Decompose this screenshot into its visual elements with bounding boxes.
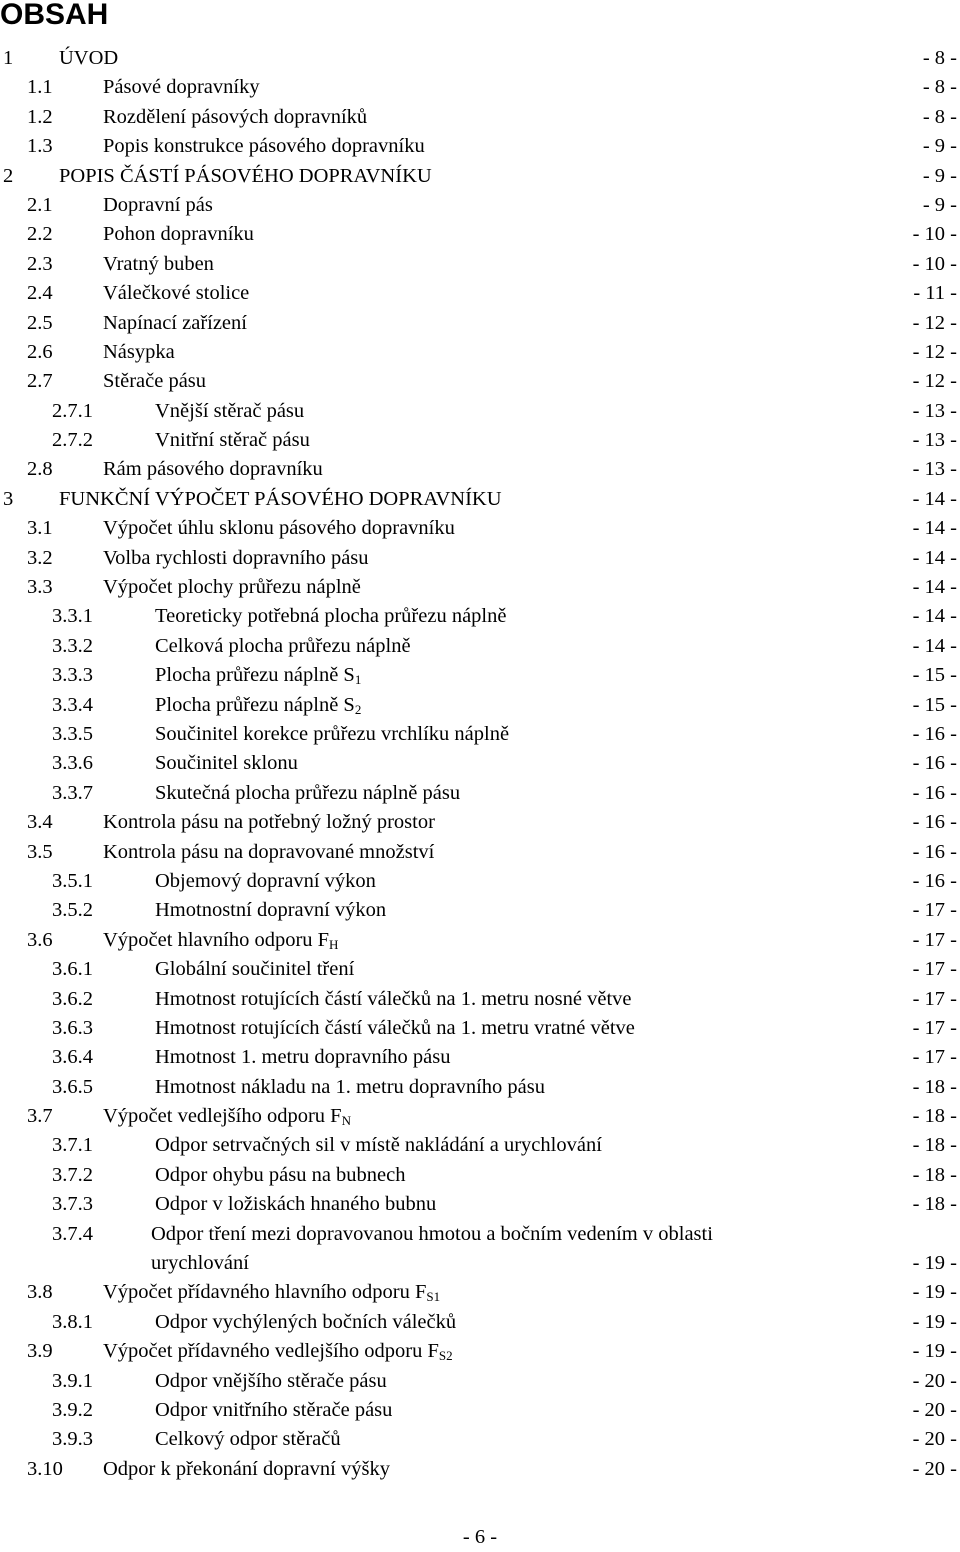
toc-entry-title-text: Stěrače pásu — [103, 370, 207, 393]
toc-entry[interactable] — [0, 191, 960, 220]
toc-entry-title — [103, 279, 249, 308]
toc-entry-page: - 14 - — [912, 634, 957, 657]
toc-entry-title — [155, 720, 509, 749]
toc-entry-number: 3.7.1 — [52, 1134, 93, 1157]
toc-entry[interactable] — [0, 367, 960, 396]
toc-entry-page: - 16 - — [912, 781, 957, 804]
toc-entry-number: 2.6 — [27, 340, 53, 363]
toc-entry-number: 3.6.2 — [52, 987, 93, 1010]
toc-entry-number: 3.9.2 — [52, 1398, 93, 1421]
toc-entry-number: 3.9 — [27, 1340, 53, 1363]
toc-entry-number: 3.7.4 — [52, 1222, 93, 1245]
toc-entry-number: 3.7.3 — [52, 1193, 93, 1216]
toc-entry-number: 1.3 — [27, 135, 53, 158]
toc-entry-title — [59, 44, 118, 73]
toc-entry-title-text: Hmotnost 1. metru dopravního pásu — [155, 1046, 451, 1069]
toc-entry-number: 2.2 — [27, 223, 53, 246]
toc-entry-title-text: FUNKČNÍ VÝPOČET PÁSOVÉHO DOPRAVNÍKU — [59, 487, 502, 510]
toc-entry-title — [155, 426, 310, 455]
toc-entry-page: - 18 - — [912, 1105, 957, 1128]
toc-entry-title — [103, 838, 434, 867]
toc-entry-title-text: Pásové dopravníky — [103, 76, 260, 99]
toc-entry-number: 3.2 — [27, 546, 53, 569]
toc-entry-subscript: H — [329, 936, 339, 952]
toc-entry-title — [155, 1190, 436, 1219]
toc-entry-number: 3.10 — [27, 1457, 63, 1480]
toc-entry-page: - 18 - — [912, 1134, 957, 1157]
toc-entry-number: 3.6.3 — [52, 1016, 93, 1039]
toc-entry-title-text: Vnější stěrač pásu — [155, 399, 305, 422]
toc-entry[interactable] — [0, 720, 960, 749]
page-title: OBSAH — [0, 0, 109, 31]
toc-entry[interactable] — [0, 1161, 960, 1190]
toc-entry[interactable] — [0, 309, 960, 338]
toc-entry-page: - 10 - — [912, 252, 957, 275]
toc-entry-number: 3.6.1 — [52, 958, 93, 981]
toc-entry[interactable] — [0, 955, 960, 984]
toc-entry-page: - 20 - — [912, 1457, 957, 1480]
toc-entry-number: 2.1 — [27, 193, 53, 216]
toc-entry-title — [59, 162, 432, 191]
toc-entry-number: 3.3.7 — [52, 781, 93, 804]
toc-entry[interactable] — [0, 1455, 960, 1484]
toc-entry-page: - 18 - — [912, 1075, 957, 1098]
toc-entry-page: - 20 - — [912, 1369, 957, 1392]
toc-entry[interactable] — [0, 1308, 960, 1337]
toc-entry-number: 2.3 — [27, 252, 53, 275]
toc-entry[interactable] — [0, 573, 960, 602]
toc-entry[interactable] — [0, 896, 960, 925]
toc-entry-title — [103, 1102, 351, 1131]
toc-entry-title — [103, 338, 175, 367]
toc-entry-title-text: Plocha průřezu náplně S — [155, 664, 355, 687]
toc-entry[interactable] — [0, 1014, 960, 1043]
toc-entry-page: - 13 - — [912, 399, 957, 422]
toc-entry-page: - 16 - — [912, 869, 957, 892]
toc-entry-title — [155, 1367, 387, 1396]
toc-entry-number: 1 — [3, 47, 14, 69]
toc-entry-page: - 16 - — [912, 811, 957, 834]
toc-entry-page: - 20 - — [912, 1428, 957, 1451]
toc-entry-title-text: Odpor k překonání dopravní výšky — [103, 1457, 390, 1480]
toc-entry-page: - 17 - — [912, 987, 957, 1010]
toc-entry[interactable] — [0, 838, 960, 867]
toc-entry-title — [155, 1161, 406, 1190]
toc-entry[interactable] — [0, 485, 960, 514]
toc-entry-number: 3.7 — [27, 1105, 53, 1128]
toc-entry-title-text: Kontrola pásu na potřebný ložný prostor — [103, 811, 435, 834]
toc-entry-title-text: Kontrola pásu na dopravované množství — [103, 840, 435, 863]
toc-entry-number: 2 — [3, 164, 14, 187]
toc-entry-title-text: Hmotnost rotujících částí válečků na 1. metru vratné větve — [155, 1016, 635, 1039]
toc-entry-page: - 8 - — [922, 47, 957, 69]
toc-entry-title — [155, 1014, 635, 1043]
toc-entry[interactable] — [0, 397, 960, 426]
toc-entry-title-text: Výpočet plochy průřezu náplně — [103, 576, 361, 599]
toc-entry[interactable] — [0, 1396, 960, 1425]
toc-entry-number: 3.3.2 — [52, 634, 93, 657]
toc-entry-number: 3.3.4 — [52, 693, 93, 716]
toc-entry-title — [155, 1073, 545, 1102]
toc-entry[interactable] — [0, 162, 960, 191]
toc-entry-title — [155, 867, 376, 896]
toc-entry-title — [103, 1337, 453, 1366]
toc-entry-title-text: Násypka — [103, 340, 175, 363]
toc-entry-title — [103, 367, 206, 396]
toc-entry[interactable] — [0, 1337, 960, 1366]
toc-entry-number: 3.5 — [27, 840, 53, 863]
toc-entry-number: 3.6 — [27, 928, 53, 951]
toc-entry-title — [59, 485, 502, 514]
toc-entry-title — [155, 602, 506, 631]
toc-entry[interactable] — [0, 779, 960, 808]
toc-entry-title-text: Rám pásového dopravníku — [103, 458, 323, 481]
toc-entry[interactable] — [0, 1102, 960, 1131]
toc-entry-page: - 18 - — [912, 1193, 957, 1216]
toc-entry-title-text: POPIS ČÁSTÍ PÁSOVÉHO DOPRAVNÍKU — [59, 164, 432, 187]
toc-entry-title — [155, 632, 411, 661]
toc-entry-title-text: Pohon dopravníku — [103, 223, 254, 246]
toc-entry[interactable] — [0, 279, 960, 308]
toc-entry[interactable] — [0, 338, 960, 367]
toc-entry-number: 3 — [3, 487, 14, 510]
toc-entry-page: - 18 - — [912, 1163, 957, 1186]
toc-entry[interactable] — [0, 1220, 960, 1279]
toc-entry-title — [155, 955, 354, 984]
toc-entry-page: - 13 - — [912, 458, 957, 481]
toc-entry-title — [103, 250, 214, 279]
toc-entry-title — [103, 220, 254, 249]
toc-entry-page: - 12 - — [912, 311, 957, 334]
toc-entry[interactable] — [0, 1190, 960, 1219]
toc-entry-title-text: Výpočet vedlejšího odporu F — [103, 1105, 342, 1128]
toc-entry-title — [155, 896, 386, 925]
toc-entry-title-text: Vratný buben — [103, 252, 214, 275]
toc-entry-title-continued: urychlování — [151, 1252, 249, 1275]
toc-entry-title — [103, 309, 247, 338]
toc-entry-number: 3.3.1 — [52, 605, 93, 628]
toc-entry[interactable] — [0, 250, 960, 279]
toc-entry-title — [103, 132, 425, 161]
toc-entry-page: - 11 - — [913, 282, 957, 305]
toc-entry-page: - 14 - — [912, 546, 957, 569]
toc-entry-page: - 20 - — [912, 1398, 957, 1421]
toc-entry-title-text: Teoreticky potřebná plocha průřezu náplně — [155, 605, 507, 628]
toc-entry-title — [155, 1425, 341, 1454]
toc-entry-title-text: Součinitel sklonu — [155, 752, 298, 775]
toc-entry-number: 2.7.1 — [52, 399, 93, 422]
toc-entry-number: 1.1 — [27, 76, 53, 99]
toc-entry-title-text: Výpočet přídavného vedlejšího odporu F — [103, 1340, 439, 1363]
toc-entry-title — [103, 191, 213, 220]
toc-entry-number: 2.5 — [27, 311, 53, 334]
toc-entry-title-text: Celkový odpor stěračů — [155, 1428, 341, 1451]
toc-entry[interactable] — [0, 73, 960, 102]
toc-entry-title-text: Globální součinitel tření — [155, 958, 355, 981]
toc-entry-number: 3.3 — [27, 576, 53, 599]
toc-entry-subscript: S2 — [438, 1348, 453, 1364]
toc-entry-page: - 15 - — [912, 693, 957, 716]
toc-entry-title — [103, 1455, 390, 1484]
toc-entry-title-text: Hmotnost nákladu na 1. metru dopravního pásu — [155, 1075, 546, 1098]
toc-entry-page: - 8 - — [922, 76, 957, 99]
toc-entry-title-text: Odpor vnitřního stěrače pásu — [155, 1398, 393, 1421]
toc-entry-number: 3.9.1 — [52, 1369, 93, 1392]
toc-entry-number: 3.3.6 — [52, 752, 93, 775]
toc-entry-title-text: Odpor vnějšího stěrače pásu — [155, 1369, 387, 1392]
toc-entry[interactable] — [0, 632, 960, 661]
toc-entry[interactable] — [0, 749, 960, 778]
toc-entry-title-text: Napínací zařízení — [103, 311, 247, 334]
toc-entry-title-text: Plocha průřezu náplně S — [155, 693, 355, 716]
toc-entry-title-text: Objemový dopravní výkon — [155, 869, 376, 892]
toc-entry-title-text: Celková plocha průřezu náplně — [155, 634, 411, 657]
toc-entry-page: - 13 - — [912, 429, 957, 452]
toc-entry-title — [155, 1043, 451, 1072]
toc-entry-page: - 9 - — [922, 193, 957, 216]
toc-entry-title — [155, 661, 361, 690]
toc-entry-page: - 19 - — [912, 1340, 957, 1363]
toc-entry-page: - 19 - — [912, 1310, 957, 1333]
toc-entry-title-text: ÚVOD — [59, 47, 119, 69]
toc-entry-title-text: Volba rychlosti dopravního pásu — [103, 546, 369, 569]
toc-entry-page: - 16 - — [912, 752, 957, 775]
toc-entry-title-text: Válečkové stolice — [103, 282, 250, 305]
toc-entry-page: - 17 - — [912, 1046, 957, 1069]
toc-entry-title — [155, 749, 298, 778]
toc-entry-number: 2.7 — [27, 370, 53, 393]
toc-entry-number: 3.8.1 — [52, 1310, 93, 1333]
toc-entry-number: 3.4 — [27, 811, 53, 834]
toc-entry-page: - 12 - — [912, 340, 957, 363]
toc-entry-page: - 9 - — [922, 164, 957, 187]
toc-entry-title-text: Hmotnostní dopravní výkon — [155, 899, 387, 922]
toc-entry-number: 2.8 — [27, 458, 53, 481]
toc-entry-page: - 16 - — [912, 722, 957, 745]
toc-entry-title — [155, 397, 304, 426]
toc-entry-subscript: 1 — [354, 672, 362, 688]
toc-entry[interactable] — [0, 426, 960, 455]
toc-entry-page: - 14 - — [912, 487, 957, 510]
toc-entry-page: - 16 - — [912, 840, 957, 863]
toc-entry-title — [155, 985, 632, 1014]
toc-entry-subscript: 2 — [354, 701, 362, 717]
toc-entry-title — [155, 691, 361, 720]
toc-entry[interactable] — [0, 602, 960, 631]
toc-entry[interactable] — [0, 103, 960, 132]
toc-entry-page: - 12 - — [912, 370, 957, 393]
toc-entry-title — [155, 1308, 456, 1337]
toc-entry-title — [103, 1278, 440, 1307]
toc-entry-number: 3.7.2 — [52, 1163, 93, 1186]
toc-entry-title — [103, 514, 455, 543]
toc-entry-title — [103, 73, 260, 102]
toc-entry[interactable] — [0, 544, 960, 573]
toc-entry-title-text: Výpočet úhlu sklonu pásového dopravníku — [103, 517, 455, 540]
toc-entry-title-text: Dopravní pás — [103, 193, 213, 216]
toc-entry-page: - 10 - — [912, 223, 957, 246]
toc-entry[interactable] — [0, 455, 960, 484]
toc-entry[interactable] — [0, 1425, 960, 1454]
toc-entry-page: - 19 - — [912, 1281, 957, 1304]
toc-entry-page: - 17 - — [912, 928, 957, 951]
toc-entry[interactable] — [0, 44, 960, 73]
toc-entry-title — [103, 455, 323, 484]
toc-entry-number: 3.5.2 — [52, 899, 93, 922]
toc-entry[interactable] — [0, 220, 960, 249]
page-number-footer: - 6 - — [462, 1526, 498, 1548]
toc-entry-subscript: S1 — [426, 1289, 441, 1305]
toc-entry-number: 1.2 — [27, 105, 53, 128]
toc-entry[interactable] — [0, 1278, 960, 1307]
toc-entry-title — [103, 573, 361, 602]
toc-entry-page: - 14 - — [912, 605, 957, 628]
toc-entry[interactable] — [0, 1131, 960, 1160]
toc-entry-title — [155, 1396, 392, 1425]
toc-entry-page: - 8 - — [922, 105, 957, 128]
toc-entry[interactable] — [0, 985, 960, 1014]
toc-entry-number: 3.1 — [27, 517, 53, 540]
toc-entry[interactable] — [0, 808, 960, 837]
toc-entry-page: - 9 - — [922, 135, 957, 158]
toc-entry[interactable] — [0, 1043, 960, 1072]
toc-entry-number: 2.4 — [27, 282, 53, 305]
toc-entry-title — [103, 808, 435, 837]
toc-entry-number: 3.5.1 — [52, 869, 93, 892]
toc-entry-title-text: Hmotnost rotujících částí válečků na 1. metru nosné větve — [155, 987, 632, 1010]
toc-entry-page: - 17 - — [912, 899, 957, 922]
toc-entry-page: - 14 - — [912, 576, 957, 599]
toc-entry-title-text: Výpočet hlavního odporu F — [103, 928, 330, 951]
toc-entry-number: 3.3.5 — [52, 722, 93, 745]
toc-entry-number: 3.9.3 — [52, 1428, 93, 1451]
toc-entry-title-text: Odpor setrvačných sil v místě nakládání a urychlování — [155, 1134, 602, 1157]
toc-entry-number: 3.8 — [27, 1281, 53, 1304]
toc-entry-title-text: Odpor v ložiskách hnaného bubnu — [155, 1193, 437, 1216]
toc-entry-page: - 17 - — [912, 958, 957, 981]
toc-entry-title-text: Odpor ohybu pásu na bubnech — [155, 1163, 406, 1186]
toc-entry[interactable] — [0, 867, 960, 896]
toc-entry-number: 3.6.5 — [52, 1075, 93, 1098]
toc-entry[interactable] — [0, 132, 960, 161]
toc-entry-title-text: Skutečná plocha průřezu náplně pásu — [155, 781, 461, 804]
toc-entry-number: 2.7.2 — [52, 429, 93, 452]
toc-entry-page: - 15 - — [912, 664, 957, 687]
toc-entry-page: - 19 - — [912, 1252, 957, 1275]
toc-entry[interactable] — [0, 514, 960, 543]
toc-entry-number: 3.3.3 — [52, 664, 93, 687]
toc-entry-title-text: Odpor vychýlených bočních válečků — [155, 1310, 457, 1333]
toc-entry-page: - 14 - — [912, 517, 957, 540]
toc-entry-title-text: Výpočet přídavného hlavního odporu F — [103, 1281, 427, 1304]
toc-entry[interactable] — [0, 926, 960, 955]
toc-entry[interactable] — [0, 1367, 960, 1396]
toc-entry-title-text: Vnitřní stěrač pásu — [155, 429, 310, 452]
toc-entry-title — [155, 1131, 602, 1160]
toc-entry-title — [103, 103, 367, 132]
toc-entry[interactable] — [0, 1073, 960, 1102]
toc-entry-title — [155, 779, 460, 808]
toc-entry-number: 3.6.4 — [52, 1046, 93, 1069]
toc-entry-subscript: N — [341, 1113, 351, 1129]
toc-entry-title-text: Popis konstrukce pásového dopravníku — [103, 135, 425, 158]
toc-entry-title — [103, 926, 338, 955]
toc-entry[interactable] — [0, 691, 960, 720]
toc-entry-title — [103, 544, 369, 573]
toc-entry-title-text: Součinitel korekce průřezu vrchlíku náplně — [155, 722, 510, 745]
toc-entry-page: - 17 - — [912, 1016, 957, 1039]
toc-entry[interactable] — [0, 661, 960, 690]
toc-entry-title: Odpor tření mezi dopravovanou hmotou a bočním vedením v oblasti — [151, 1222, 713, 1245]
table-of-contents — [0, 44, 960, 1484]
toc-entry-title-text: Rozdělení pásových dopravníků — [103, 105, 368, 128]
